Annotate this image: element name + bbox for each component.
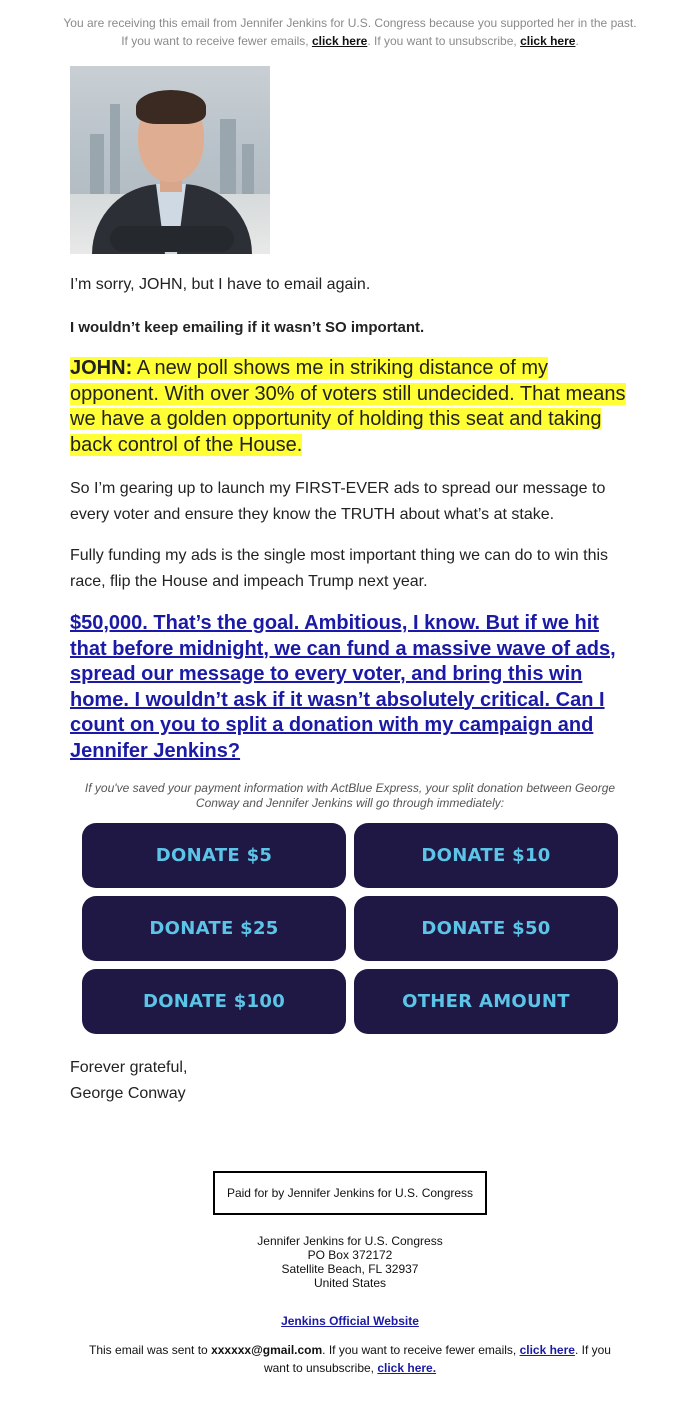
preheader-prefix: If you want to receive fewer emails,	[121, 34, 312, 48]
donate-50-button[interactable]: DONATE $50	[354, 896, 618, 961]
paid-for-by-box	[213, 1171, 487, 1215]
ads-paragraph: So I’m gearing up to launch my FIRST-EVER ads to spread our message to every voter and ensure they know the TRUTH about what’s at stake.	[70, 480, 606, 523]
donate-button-grid	[82, 823, 618, 1034]
footer-sent-mid: . If you want to receive fewer emails,	[322, 1343, 520, 1357]
address-line: Satellite Beach, FL 32937	[281, 1262, 419, 1276]
footer-fewer-emails-link[interactable]: click here	[519, 1343, 575, 1357]
emphasis-paragraph: I wouldn’t keep emailing if it wasn’t SO important.	[70, 319, 425, 336]
signoff-name: George Conway	[70, 1085, 186, 1102]
highlight-text: A new poll shows me in striking distance of my opponent. With over 30% of voters still undecided. That means we have a golden opportunity of holding this seat and taking back control of the House.	[70, 357, 626, 456]
website-row	[0, 1314, 700, 1328]
highlight-name: JOHN:	[70, 357, 133, 379]
preheader-line2	[0, 32, 700, 50]
unsubscribe-link[interactable]: click here	[520, 34, 576, 48]
address-line: PO Box 372172	[307, 1248, 393, 1262]
footer-unsubscribe-link[interactable]: click here.	[377, 1361, 437, 1375]
address-line: Jennifer Jenkins for U.S. Congress	[257, 1234, 443, 1248]
donate-25-button[interactable]: DONATE $25	[82, 896, 346, 961]
donate-100-button[interactable]: DONATE $100	[82, 969, 346, 1034]
donate-10-button[interactable]: DONATE $10	[354, 823, 618, 888]
paid-for-by-text: Paid for by Jennifer Jenkins for U.S. Congress	[226, 1186, 474, 1200]
highlighted-paragraph	[70, 356, 630, 458]
preheader-mid: . If you want to unsubscribe,	[367, 34, 521, 48]
signoff-closing: Forever grateful,	[70, 1059, 188, 1076]
mailing-address	[0, 1234, 700, 1290]
recipient-email: xxxxxx@gmail.com	[211, 1343, 323, 1357]
footer-sent-prefix: This email was sent to	[89, 1343, 212, 1357]
sender-photo	[70, 66, 270, 254]
address-line: United States	[313, 1276, 387, 1290]
signoff	[70, 1055, 187, 1107]
official-website-link[interactable]: Jenkins Official Website	[281, 1314, 419, 1328]
footer-notice	[85, 1341, 615, 1377]
donation-ask-link[interactable]: $50,000. That’s the goal. Ambitious, I know. But if we hit that before midnight, we can fund a massive wave of ads, spread our message to every voter, and bring this win home. I wouldn’t ask if it wasn’t absolutely critical. Can I count on you to split a donation with my campaign and Jennifer Jenkins?	[70, 612, 616, 762]
footer-sent-mid2: . If you want to unsubscribe,	[263, 1343, 611, 1375]
preheader	[0, 14, 700, 50]
actblue-express-note: If you've saved your payment information with ActBlue Express, your split donation between George Conway and Jennifer Jenkins will go through immediately:	[84, 781, 616, 810]
other-amount-button[interactable]: OTHER AMOUNT	[354, 969, 618, 1034]
preheader-line1: You are receiving this email from Jennifer Jenkins for U.S. Congress because you supported her in the past.	[63, 16, 637, 30]
donate-5-button[interactable]: DONATE $5	[82, 823, 346, 888]
preheader-suffix: .	[575, 34, 579, 48]
funding-paragraph: Fully funding my ads is the single most important thing we can do to win this race, flip the House and impeach Trump next year.	[70, 547, 609, 590]
fewer-emails-link[interactable]: click here	[311, 34, 368, 48]
opening-paragraph: I’m sorry, JOHN, but I have to email again.	[70, 276, 371, 293]
